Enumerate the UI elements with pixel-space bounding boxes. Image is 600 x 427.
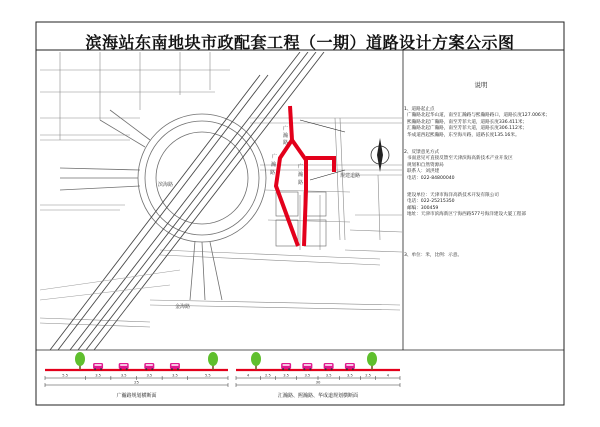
label-xihan-road-3: 路 [270, 170, 276, 176]
tree-icon [367, 352, 377, 370]
notes-section-3: 3、单位：米，比例：示意。 [404, 252, 463, 258]
segment-width-label: 5.5 [62, 373, 68, 378]
north-arrow [371, 138, 389, 172]
feedback-line: 规划和自然资源局 [407, 162, 444, 168]
section-total-width: 25 [134, 379, 139, 385]
segment-width-label: 3.5 [283, 373, 289, 378]
label-xihan-road-2: 瀚 [271, 162, 277, 168]
segment-width-label: 3.5 [95, 373, 101, 378]
tree-icon [251, 352, 261, 370]
segment-width-label: 3.5 [347, 373, 353, 378]
feedback-line: 联系人：刘洪建 [407, 169, 440, 175]
builder-line: 电话：022-25215350 [407, 199, 455, 205]
notes-heading: 说明 [474, 81, 488, 89]
segment-width-label: 2.5 [365, 373, 371, 378]
label-huihan-road-3: 路 [298, 180, 304, 186]
design-road-xihan [276, 140, 298, 246]
notes-section-2: 2、反馈意见方式 [404, 149, 440, 155]
label-xihan-road-1: 广 [272, 154, 278, 160]
site-plan-map [40, 52, 402, 350]
segment-width-label: 2.5 [265, 373, 271, 378]
road-line: 广瀚路北起华山道，南至汇瀚路与熙瀚路路口，道路长度127.006米； [407, 113, 551, 119]
road-line: 华成道西起熙瀚路，东至海川路，道路长度135.16米。 [407, 132, 520, 138]
label-huihan-road-1: 广 [298, 164, 304, 170]
builder-line: 建设单位：天津市海洋高新技术开发有限公司 [407, 192, 499, 198]
builder-line: 邮编：300459 [407, 205, 439, 211]
segment-width-label: 3.5 [325, 373, 332, 378]
notes-section-1: 1、道路起止点 [404, 106, 435, 112]
segment-width-label: 3.5 [120, 373, 127, 378]
label-regulated-road: 规建道路 [340, 173, 361, 179]
feedback-line: 书面意见可直接反馈至天津滨海高新技术产业开发区 [407, 156, 513, 162]
label-binhai-road: 滨海路 [158, 182, 174, 188]
feedback-line: 电话：022-84800040 [407, 175, 455, 181]
label-jinhai-road: 金海路 [175, 304, 191, 310]
section-total-width: 30 [315, 379, 321, 385]
cross-section-huihan-xihan-huacheng [236, 352, 400, 399]
notes-panel [404, 52, 558, 352]
segment-width-label: 3.5 [172, 373, 178, 378]
label-guanghan-road-2: 瀚 [283, 133, 289, 139]
design-road-guanghan [290, 106, 292, 140]
tree-icon [75, 352, 85, 370]
segment-width-label: 3.5 [304, 373, 311, 378]
segment-width-label: 4 [246, 373, 250, 378]
segment-width-label: 5.5 [205, 373, 211, 378]
cross-sections [40, 336, 420, 402]
road-line: 汇瀚路北起广瀚路，南至芳菲大道，道路长度306.112米； [407, 126, 528, 132]
section-caption: 广瀚路规划横断面 [116, 393, 157, 399]
segment-width-label: 3.5 [146, 373, 153, 378]
label-guanghan-road-3: 路 [283, 140, 289, 146]
builder-line: 地址：天津市滨海新区宁海西路577号海洋建设大厦工程部 [407, 212, 527, 218]
label-huihan-road-2: 瀚 [298, 172, 304, 178]
sheet-title: 滨海站东南地块市政配套工程（一期）道路设计方案公示图 [85, 33, 515, 52]
tree-icon [208, 352, 218, 370]
cross-section-guanghan [45, 352, 228, 399]
segment-width-label: 4 [386, 373, 390, 378]
label-guanghan-road-1: 广 [283, 126, 289, 132]
section-caption: 汇瀚路、熙瀚路、华成道规划横断面 [277, 393, 359, 399]
road-line: 熙瀚路北起广瀚路，南至芳菲大道，道路长度336.411米； [407, 119, 528, 125]
